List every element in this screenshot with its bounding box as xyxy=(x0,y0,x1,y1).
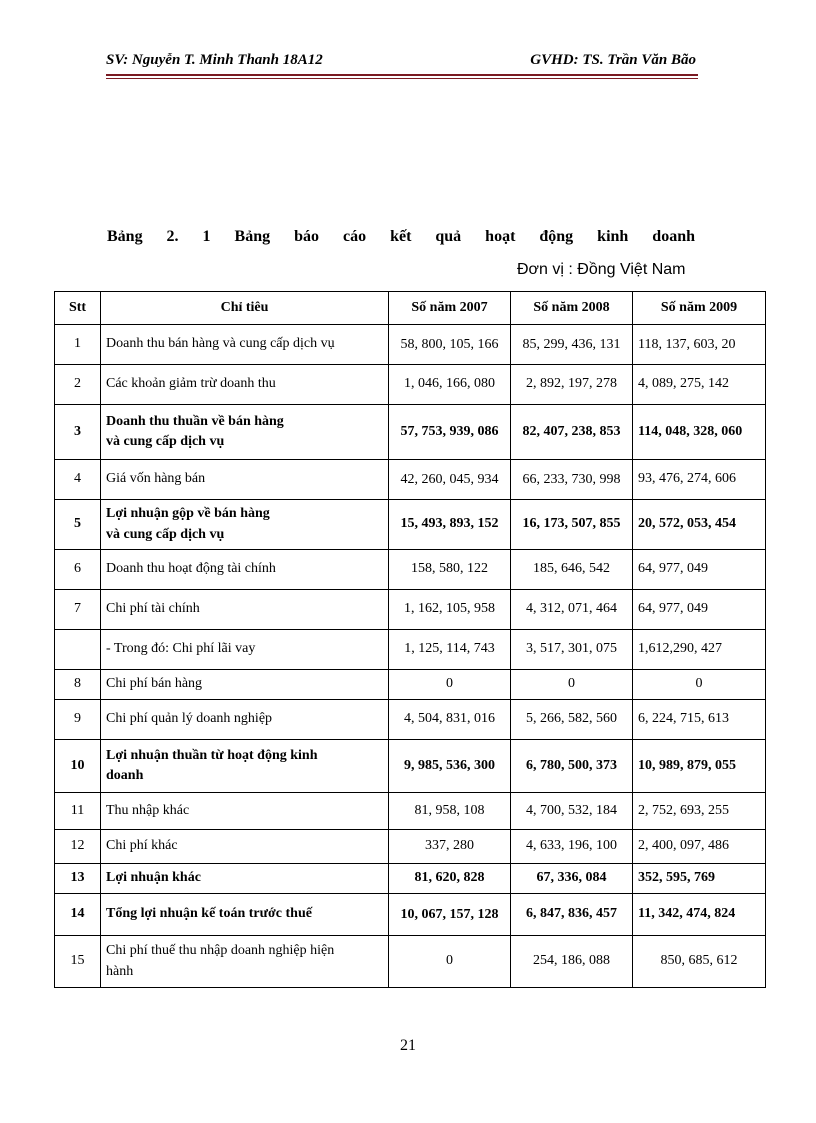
header-indicator: Chỉ tiêu xyxy=(101,292,389,325)
table-row xyxy=(55,830,766,864)
student-name: SV: Nguyễn T. Minh Thanh 18A12 xyxy=(106,52,323,68)
row-label xyxy=(101,405,389,460)
value-2007: 57, 753, 939, 086 xyxy=(389,405,511,460)
header-divider-thin xyxy=(106,78,698,79)
value-2007: 58, 800, 105, 166 xyxy=(389,325,511,365)
value-2008: 185, 646, 542 xyxy=(511,550,633,590)
row-label: Tổng lợi nhuận kế toán trước thuế xyxy=(101,894,389,936)
value-2009: 118, 137, 603, 20 xyxy=(633,325,766,365)
value-2008: 6, 780, 500, 373 xyxy=(511,740,633,793)
value-2008: 254, 186, 088 xyxy=(511,936,633,988)
value-2008: 0 xyxy=(511,670,633,700)
row-stt: 6 xyxy=(55,550,101,590)
row-label xyxy=(101,500,389,550)
supervisor-name: GVHD: TS. Trần Văn Bão xyxy=(530,52,696,68)
table-row xyxy=(55,460,766,500)
value-2009: 1,612,290, 427 xyxy=(633,630,766,670)
table-row xyxy=(55,365,766,405)
value-2007: 158, 580, 122 xyxy=(389,550,511,590)
value-2009: 114, 048, 328, 060 xyxy=(633,405,766,460)
value-2009: 11, 342, 474, 824 xyxy=(633,894,766,936)
table-row xyxy=(55,670,766,700)
value-2009: 352, 595, 769 xyxy=(633,864,766,894)
table-row xyxy=(55,405,766,460)
row-label: Giá vốn hàng bán xyxy=(101,460,389,500)
header-2009: Số năm 2009 xyxy=(633,292,766,325)
row-label: Chi phí bán hàng xyxy=(101,670,389,700)
value-2007: 42, 260, 045, 934 xyxy=(389,460,511,500)
row-stt: 10 xyxy=(55,740,101,793)
row-stt: 2 xyxy=(55,365,101,405)
value-2007: 81, 620, 828 xyxy=(389,864,511,894)
table-row xyxy=(55,793,766,830)
value-2008: 66, 233, 730, 998 xyxy=(511,460,633,500)
header-2008: Số năm 2008 xyxy=(511,292,633,325)
row-label: Các khoản giảm trừ doanh thu xyxy=(101,365,389,405)
value-2009: 2, 400, 097, 486 xyxy=(633,830,766,864)
income-statement-table xyxy=(54,291,766,988)
value-2007: 81, 958, 108 xyxy=(389,793,511,830)
row-stt: 1 xyxy=(55,325,101,365)
row-label: Doanh thu hoạt động tài chính xyxy=(101,550,389,590)
table-row xyxy=(55,700,766,740)
row-label: Doanh thu bán hàng và cung cấp dịch vụ xyxy=(101,325,389,365)
header-2007: Số năm 2007 xyxy=(389,292,511,325)
value-2007: 1, 125, 114, 743 xyxy=(389,630,511,670)
row-stt: 3 xyxy=(55,405,101,460)
table-row xyxy=(55,590,766,630)
value-2007: 15, 493, 893, 152 xyxy=(389,500,511,550)
value-2008: 4, 312, 071, 464 xyxy=(511,590,633,630)
value-2007: 1, 162, 105, 958 xyxy=(389,590,511,630)
row-stt: 14 xyxy=(55,894,101,936)
value-2008: 4, 700, 532, 184 xyxy=(511,793,633,830)
table-caption: Bảng 2. 1 Bảng báo cáo kết quả hoạt động kinh doanh xyxy=(107,228,695,245)
row-stt: 4 xyxy=(55,460,101,500)
value-2008: 6, 847, 836, 457 xyxy=(511,894,633,936)
table-header-row xyxy=(55,292,766,325)
value-2009: 10, 989, 879, 055 xyxy=(633,740,766,793)
value-2007: 337, 280 xyxy=(389,830,511,864)
table-row xyxy=(55,630,766,670)
row-label-line1: Lợi nhuận gộp về bán hàng xyxy=(106,506,270,522)
value-2009: 6, 224, 715, 613 xyxy=(633,700,766,740)
value-2007: 9, 985, 536, 300 xyxy=(389,740,511,793)
row-label-line2: và cung cấp dịch vụ xyxy=(106,434,225,449)
value-2009: 850, 685, 612 xyxy=(633,936,766,988)
value-2009: 4, 089, 275, 142 xyxy=(633,365,766,405)
row-stt: 15 xyxy=(55,936,101,988)
value-2008: 85, 299, 436, 131 xyxy=(511,325,633,365)
row-label: Lợi nhuận khác xyxy=(101,864,389,894)
row-label-line2: và cung cấp dịch vụ xyxy=(106,526,225,542)
currency-unit: Đơn vị : Đồng Việt Nam xyxy=(517,261,686,278)
row-stt: 8 xyxy=(55,670,101,700)
row-label xyxy=(101,936,389,988)
page-number: 21 xyxy=(400,1037,416,1054)
value-2008: 4, 633, 196, 100 xyxy=(511,830,633,864)
row-label: Thu nhập khác xyxy=(101,793,389,830)
row-stt: 13 xyxy=(55,864,101,894)
value-2008: 5, 266, 582, 560 xyxy=(511,700,633,740)
row-stt: 5 xyxy=(55,500,101,550)
row-stt: 7 xyxy=(55,590,101,630)
table-row xyxy=(55,500,766,550)
value-2008: 82, 407, 238, 853 xyxy=(511,405,633,460)
value-2008: 2, 892, 197, 278 xyxy=(511,365,633,405)
row-stt: 12 xyxy=(55,830,101,864)
table-row xyxy=(55,550,766,590)
row-stt: 11 xyxy=(55,793,101,830)
row-label-line1: Doanh thu thuần về bán hàng xyxy=(106,413,284,429)
value-2009: 64, 977, 049 xyxy=(633,590,766,630)
value-2008: 16, 173, 507, 855 xyxy=(511,500,633,550)
value-2008: 67, 336, 084 xyxy=(511,864,633,894)
table-row xyxy=(55,325,766,365)
header-divider xyxy=(106,74,698,76)
table-row xyxy=(55,894,766,936)
table-row xyxy=(55,864,766,894)
table-row xyxy=(55,740,766,793)
row-stt: 9 xyxy=(55,700,101,740)
value-2009: 93, 476, 274, 606 xyxy=(633,460,766,500)
header-stt: Stt xyxy=(55,292,101,325)
value-2009: 2, 752, 693, 255 xyxy=(633,793,766,830)
row-label: - Trong đó: Chi phí lãi vay xyxy=(101,630,389,670)
value-2008: 3, 517, 301, 075 xyxy=(511,630,633,670)
row-label-line1: Chi phí thuế thu nhập doanh nghiệp hiện xyxy=(106,943,335,959)
table-row xyxy=(55,936,766,988)
value-2009: 64, 977, 049 xyxy=(633,550,766,590)
row-stt xyxy=(55,630,101,670)
page-header xyxy=(106,52,696,76)
row-label-line2: doanh xyxy=(106,768,144,783)
value-2007: 4, 504, 831, 016 xyxy=(389,700,511,740)
value-2009: 0 xyxy=(633,670,766,700)
value-2007: 1, 046, 166, 080 xyxy=(389,365,511,405)
row-label: Chi phí khác xyxy=(101,830,389,864)
value-2007: 0 xyxy=(389,936,511,988)
row-label xyxy=(101,740,389,793)
row-label-line1: Lợi nhuận thuần từ hoạt động kinh xyxy=(106,747,318,763)
value-2009: 20, 572, 053, 454 xyxy=(633,500,766,550)
row-label: Chi phí tài chính xyxy=(101,590,389,630)
row-label-line2: hành xyxy=(106,963,134,979)
row-label: Chi phí quản lý doanh nghiệp xyxy=(101,700,389,740)
value-2007: 10, 067, 157, 128 xyxy=(389,894,511,936)
value-2007: 0 xyxy=(389,670,511,700)
